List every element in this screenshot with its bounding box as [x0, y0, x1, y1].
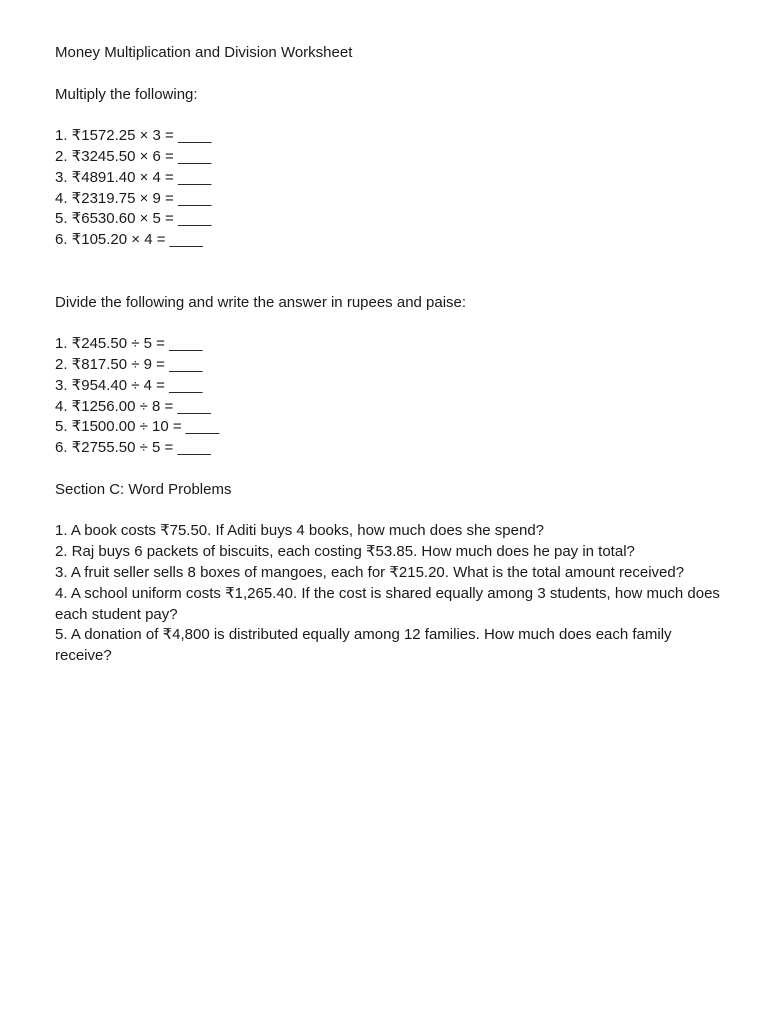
multiply-list	[55, 126, 725, 251]
word-problem-item: 1. A book costs ₹75.50. If Aditi buys 4 books, how much does she spend?	[55, 522, 545, 540]
multiply-item: 5. ₹6530.60 × 5 = ____	[55, 210, 212, 228]
word-problem-item: 4. A school uniform costs ₹1,265.40. If the cost is shared equally among 3 students, how much does each student pay?	[55, 584, 720, 623]
divide-item: 1. ₹245.50 ÷ 5 = ____	[55, 335, 203, 353]
spacer	[55, 105, 725, 126]
word-problem-item: 2. Raj buys 6 packets of biscuits, each costing ₹53.85. How much does he pay in total?	[55, 543, 635, 561]
multiply-heading: Multiply the following:	[55, 85, 198, 103]
divide-item: 6. ₹2755.50 ÷ 5 = ____	[55, 439, 211, 457]
divide-item: 5. ₹1500.00 ÷ 10 = ____	[55, 418, 220, 436]
multiply-item: 6. ₹105.20 × 4 = ____	[55, 231, 204, 249]
multiply-item: 3. ₹4891.40 × 4 = ____	[55, 168, 212, 186]
spacer	[55, 501, 725, 522]
multiply-item: 2. ₹3245.50 × 6 = ____	[55, 147, 212, 165]
spacer	[55, 64, 725, 85]
divide-item: 4. ₹1256.00 ÷ 8 = ____	[55, 397, 211, 415]
word-problems-list	[55, 521, 725, 667]
divide-item: 3. ₹954.40 ÷ 4 = ____	[55, 376, 203, 394]
multiply-item: 1. ₹1572.25 × 3 = ____	[55, 127, 212, 145]
spacer	[55, 251, 725, 293]
worksheet-title: Money Multiplication and Division Worksheet	[55, 44, 353, 61]
word-problem-item: 3. A fruit seller sells 8 boxes of mangoes, each for ₹215.20. What is the total amount received?	[55, 563, 685, 581]
spacer	[55, 313, 725, 334]
divide-heading: Divide the following and write the answer in rupees and paise:	[55, 293, 467, 311]
divide-item: 2. ₹817.50 ÷ 9 = ____	[55, 355, 203, 373]
word-problems-heading: Section C: Word Problems	[55, 480, 232, 498]
worksheet-page	[55, 43, 725, 667]
word-problem-item: 5. A donation of ₹4,800 is distributed equally among 12 families. How much does each family receive?	[55, 626, 672, 665]
multiply-item: 4. ₹2319.75 × 9 = ____	[55, 189, 212, 207]
spacer	[55, 459, 725, 480]
divide-list	[55, 334, 725, 459]
